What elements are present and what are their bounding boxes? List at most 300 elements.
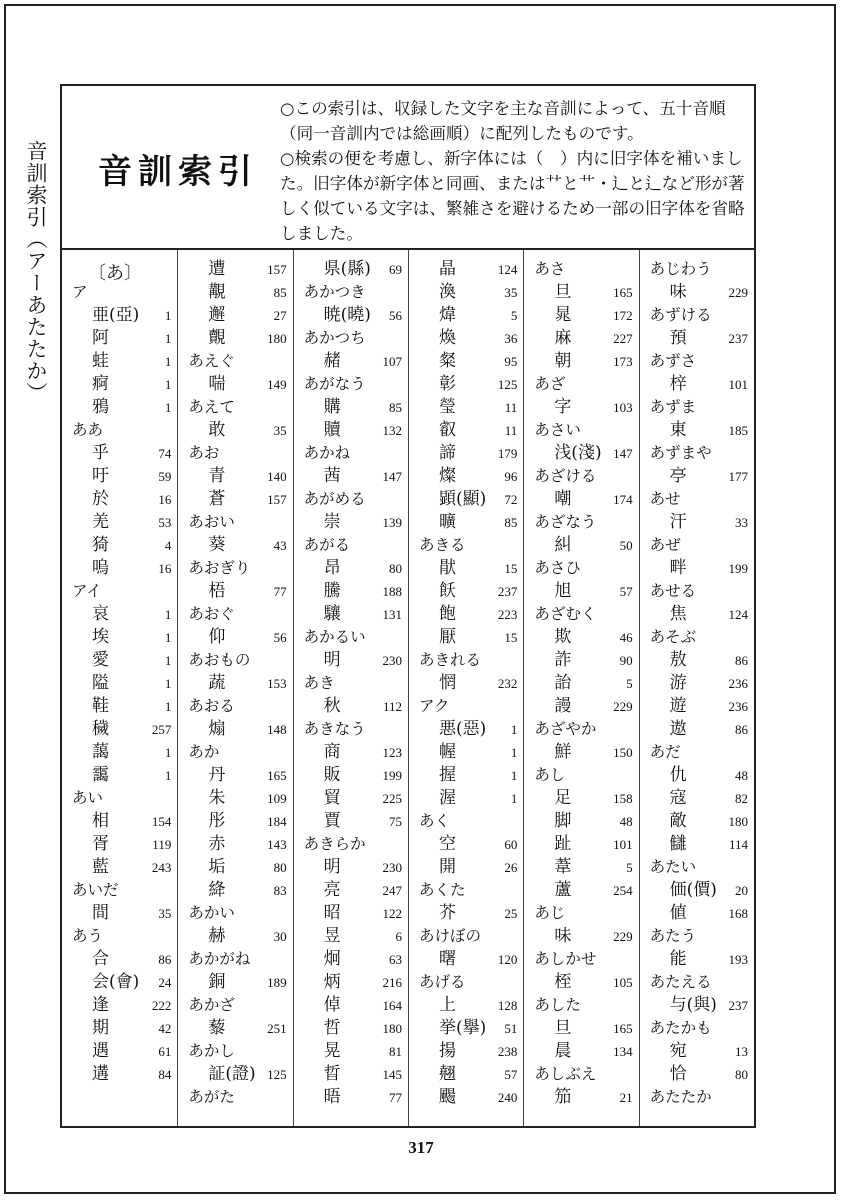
page-ref: 85 [388,400,402,415]
kanji-char: 煥 [438,328,456,348]
kanji-char: 顕(顯) [438,489,487,509]
kanji-entry [524,856,638,879]
kanji-entry [294,511,408,534]
page-ref: 35 [158,906,172,921]
page-ref: 257 [151,722,172,737]
kanji-entry [409,1086,523,1109]
reading-label: あずま [649,398,697,416]
index-column [177,250,292,1126]
kanji-char: 邂 [208,305,226,325]
page-ref: 157 [267,262,287,277]
kanji-char: 吁 [92,466,109,486]
reading-heading [294,327,408,350]
page-ref: 80 [734,1067,748,1082]
kanji-entry [62,948,177,971]
reading-label: あかざ [188,996,235,1014]
reading-heading [294,672,408,695]
kanji-entry [640,672,754,695]
kanji-entry [178,304,292,327]
kanji-entry [178,534,292,557]
reading-label: あげる [418,973,466,991]
kanji-entry [640,994,754,1017]
kanji-entry [640,948,754,971]
page-ref: 56 [388,308,402,323]
kanji-entry [62,649,177,672]
page-ref: 35 [504,285,518,300]
kanji-char: 赭 [323,351,341,371]
kanji-char: 味 [554,926,572,946]
reading-heading [62,419,177,442]
reading-heading [524,465,638,488]
kanji-entry [409,488,523,511]
kanji-entry [294,856,408,879]
kanji-char: 梧 [208,581,226,601]
page-ref: 145 [382,1067,402,1082]
kanji-char: 会(會) [92,972,140,992]
kanji-char: 足 [554,788,572,808]
page-ref: 165 [267,768,287,783]
kanji-entry [62,557,177,580]
page-ref: 48 [734,768,748,783]
kanji-entry [524,580,638,603]
kanji-char: 羌 [92,512,109,532]
page-ref: 199 [728,561,748,576]
reading-heading [62,879,177,902]
kanji-char: 厭 [438,627,456,647]
reading-label: あおい [188,513,235,531]
index-notes [280,96,750,246]
kanji-char: 期 [92,1018,109,1038]
index-grid [62,250,754,1126]
page-ref: 27 [273,308,287,323]
index-column [408,250,523,1126]
page-ref: 85 [273,285,287,300]
page-ref: 158 [613,791,633,806]
page-ref: 24 [158,975,172,990]
kanji-char: 遊 [669,696,687,716]
kanji-char: 麻 [554,328,572,348]
kanji-entry [524,1017,638,1040]
kanji-char: 喘 [208,374,226,394]
page-ref: 123 [382,745,402,760]
reading-label: あいだ [72,881,119,899]
reading-heading [409,879,523,902]
kanji-entry [640,810,754,833]
kanji-char: 幄 [438,742,456,762]
page-ref: 1 [510,745,518,760]
kanji-char: 猗 [92,535,109,555]
kanji-char: 芥 [438,903,456,923]
page-ref: 5 [510,308,518,323]
page-ref: 96 [504,469,518,484]
page-ref: 109 [267,791,287,806]
reading-label: あお [188,444,220,462]
reading-heading [62,925,177,948]
kanji-char: 瑩 [438,397,456,417]
page-ref: 154 [151,814,172,829]
kanji-entry [294,603,408,626]
page-number: 317 [408,1138,434,1157]
kanji-char: 与(與) [669,995,717,1015]
kanji-char: 仇 [669,765,687,785]
reading-heading [178,948,292,971]
kanji-entry [409,465,523,488]
page-ref: 222 [151,998,172,1013]
kanji-char: 亜(亞) [92,305,140,325]
kanji-entry [409,350,523,373]
kanji-char: 字 [554,397,572,417]
kanji-char: 嘲 [554,489,572,509]
kanji-char: 炳 [323,972,341,992]
kanji-char: 胥 [92,834,109,854]
kanji-char: 握 [438,765,456,785]
reading-heading [294,373,408,396]
kanji-char: 曠 [438,512,456,532]
kanji-entry [178,258,292,281]
kanji-char: 穢 [92,719,109,739]
reading-heading [178,994,292,1017]
reading-label: あきる [418,536,466,554]
reading-heading [524,902,638,925]
kanji-entry [409,994,523,1017]
kanji-entry [524,810,638,833]
kanji-entry [62,511,177,534]
kanji-char: 嗚 [92,558,109,578]
kanji-char: 晤 [323,1087,341,1107]
page-ref: 189 [267,975,287,990]
page-ref: 180 [382,1021,402,1036]
reading-heading [640,1086,754,1109]
kanji-entry [294,695,408,718]
kanji-char: 諦 [438,443,456,463]
kanji-char: 合 [92,949,109,969]
kanji-char: 遇 [92,1041,109,1061]
note-1: ○この索引は、収録した文字を主な音訓によって、五十音順（同一音訓内では総画順）に配列したものです。 [280,99,726,143]
kanji-char: 惘 [438,673,456,693]
kanji-entry [294,1086,408,1109]
page-ref: 114 [728,837,748,852]
reading-label: あさい [534,421,581,439]
reading-heading [640,258,754,281]
reading-heading [640,396,754,419]
kanji-char: 丹 [208,765,226,785]
kanji-char: 趾 [554,834,572,854]
kanji-entry [62,764,177,787]
page-ref: 53 [158,515,172,530]
kanji-entry [62,396,177,419]
page-ref: 5 [626,860,633,875]
page-ref: 86 [734,722,748,737]
kanji-char: 旭 [554,581,572,601]
kanji-entry [640,557,754,580]
kanji-entry [178,419,292,442]
reading-heading [178,902,292,925]
page-ref: 165 [613,285,633,300]
kanji-char: 晁 [554,305,572,325]
kanji-entry [409,1017,523,1040]
kanji-entry [294,304,408,327]
reading-label: あしかせ [534,950,597,968]
reading-label: あずさ [649,352,697,370]
page-ref: 243 [151,860,172,875]
reading-label: アク [418,697,450,715]
kanji-char: 鴉 [92,397,109,417]
reading-heading [524,603,638,626]
kanji-entry [62,994,177,1017]
page-ref: 125 [267,1067,287,1082]
page-ref: 75 [388,814,402,829]
index-column [293,250,408,1126]
page-ref: 236 [728,676,748,691]
reading-label: あたかも [649,1019,712,1037]
kanji-entry [640,695,754,718]
reading-label: あう [72,927,104,945]
kanji-entry [178,856,292,879]
kanji-entry [294,649,408,672]
reading-heading [640,350,754,373]
kanji-char: 隘 [92,673,109,693]
page-ref: 120 [497,952,518,967]
reading-heading [640,626,754,649]
reading-label: あざける [534,467,597,485]
kanji-entry [524,741,638,764]
page-ref: 124 [728,607,748,622]
kanji-char: 赫 [208,926,226,946]
kanji-char: 晢 [323,1064,341,1084]
index-column [639,250,754,1126]
kanji-entry [62,488,177,511]
kanji-entry [294,258,408,281]
reading-heading [409,695,523,718]
kanji-char: 哲 [323,1018,341,1038]
reading-label: あけぼの [418,927,481,945]
page-ref: 11 [504,400,518,415]
kanji-char: 痾 [92,374,109,394]
kanji-entry [62,327,177,350]
page-ref: 1 [510,791,518,806]
reading-label: あそぶ [649,628,697,646]
reading-heading [524,511,638,534]
page-ref: 101 [728,377,748,392]
kanji-char: 葦 [554,857,572,877]
kanji-char: 乎 [92,443,109,463]
reading-heading [294,626,408,649]
kanji-char: 贖 [323,420,341,440]
kanji-char: 敖 [669,650,687,670]
page-ref: 143 [267,837,287,852]
kanji-char: 燦 [438,466,456,486]
kanji-entry [524,925,638,948]
reading-label: あきれる [418,651,481,669]
kanji-entry [294,764,408,787]
kanji-char: 空 [438,834,456,854]
page-ref: 240 [497,1090,518,1105]
page-ref: 237 [728,331,748,346]
kanji-char: 煒 [438,305,456,325]
page-ref: 229 [728,285,748,300]
kanji-char: 晶 [438,259,456,279]
page-ref: 16 [158,561,172,576]
page-ref: 74 [158,446,172,461]
kanji-entry [178,672,292,695]
kanji-char: 靄 [92,765,109,785]
kanji-char: 相 [92,811,109,831]
kanji-char: 能 [669,949,687,969]
kanji-entry [409,419,523,442]
page-ref: 107 [382,354,402,369]
kanji-entry [294,1017,408,1040]
kanji-entry [640,603,754,626]
kanji-entry [640,419,754,442]
reading-label: あせ [649,490,681,508]
kanji-char: 游 [669,673,687,693]
kanji-char: 蒼 [208,489,226,509]
kanji-char: 絳 [208,880,226,900]
kanji-char: 間 [92,903,109,923]
reading-label: あかつき [303,283,366,301]
reading-label: あざやか [534,720,597,738]
kanji-entry [409,902,523,925]
kanji-entry [640,764,754,787]
page-ref: 82 [734,791,748,806]
reading-label: あえぐ [188,352,235,370]
page-ref: 20 [734,883,748,898]
page-ref: 1 [164,745,172,760]
page-ref: 134 [613,1044,633,1059]
page-ref: 184 [267,814,287,829]
reading-heading [640,488,754,511]
reading-heading [62,787,177,810]
page-ref: 1 [164,308,172,323]
page-ref: 5 [626,676,633,691]
page-ref: 77 [273,584,287,599]
kanji-char: 覯 [208,282,226,302]
kanji-char: 明 [323,650,341,670]
kanji-entry [640,511,754,534]
kanji-entry [294,787,408,810]
kanji-entry [178,925,292,948]
page-ref: 61 [158,1044,172,1059]
page-ref: 112 [382,699,402,714]
page-ref: 72 [504,492,518,507]
kanji-entry [409,580,523,603]
kanji-char: 讎 [669,834,687,854]
side-title: 音訓索引（アーあたたか） [24,140,48,404]
kanji-entry [640,373,754,396]
kanji-char: 飽 [438,604,456,624]
page-ref: 172 [613,308,633,323]
reading-heading [524,1063,638,1086]
kanji-entry [178,327,292,350]
kanji-char: 蔬 [208,673,226,693]
reading-label: あたたか [649,1088,712,1106]
kanji-char: 笳 [554,1087,572,1107]
kanji-entry [178,580,292,603]
kanji-entry [178,971,292,994]
page-ref: 180 [728,814,748,829]
index-header [62,86,754,250]
reading-heading [640,741,754,764]
kanji-char: 購 [323,397,341,417]
page-ref: 174 [613,492,633,507]
kanji-entry [62,741,177,764]
kanji-entry [409,1063,523,1086]
kanji-char: 蘆 [554,880,572,900]
page-ref: 83 [273,883,287,898]
reading-heading [178,741,292,764]
kanji-char: 詐 [554,650,572,670]
kanji-entry [524,626,638,649]
reading-heading [178,1040,292,1063]
kanji-entry [409,833,523,856]
kanji-char: 蛙 [92,351,109,371]
kanji-entry [62,442,177,465]
page-ref: 57 [619,584,633,599]
kanji-char: 彰 [438,374,456,394]
reading-heading [178,442,292,465]
kanji-char: 暁(曉) [323,305,371,325]
kanji-char: 猒 [438,558,456,578]
kanji-entry [294,465,408,488]
reading-label: あかるい [303,628,366,646]
index-column [523,250,638,1126]
reading-heading [524,764,638,787]
kanji-char: 値 [669,903,687,923]
page-ref: 140 [267,469,287,484]
page-ref: 90 [619,653,633,668]
page-ref: 237 [728,998,748,1013]
page-ref: 125 [497,377,518,392]
page-ref: 1 [164,768,172,783]
page-ref: 85 [504,515,518,530]
kanji-entry [524,442,638,465]
page-ref: 36 [504,331,518,346]
page-ref: 80 [388,561,402,576]
page-ref: 6 [395,929,402,944]
reading-label: あずける [649,306,712,324]
kanji-char: 晃 [323,1041,341,1061]
reading-label: あき [303,674,335,692]
reading-label: あおもの [188,651,251,669]
page-ref: 57 [504,1067,518,1082]
kanji-char: 於 [92,489,109,509]
page-ref: 173 [613,354,633,369]
reading-label: あかね [303,444,351,462]
reading-label: あし [534,766,566,784]
page-ref: 164 [382,998,402,1013]
page-ref: 168 [728,906,748,921]
kanji-entry [62,373,177,396]
kanji-entry [524,534,638,557]
reading-heading [640,856,754,879]
kanji-entry [294,419,408,442]
page-ref: 46 [619,630,633,645]
reading-heading [178,396,292,419]
kanji-entry [409,258,523,281]
page-ref: 84 [158,1067,172,1082]
reading-label: あおる [188,697,235,715]
kanji-char: 葵 [208,535,226,555]
kanji-entry [524,281,638,304]
page-ref: 80 [273,860,287,875]
page-ref: 25 [504,906,518,921]
kanji-char: 藍 [92,857,109,877]
kanji-entry [409,787,523,810]
kanji-char: 遘 [92,1064,109,1084]
reading-label: あだ [649,743,681,761]
reading-heading [640,304,754,327]
kanji-entry [178,488,292,511]
